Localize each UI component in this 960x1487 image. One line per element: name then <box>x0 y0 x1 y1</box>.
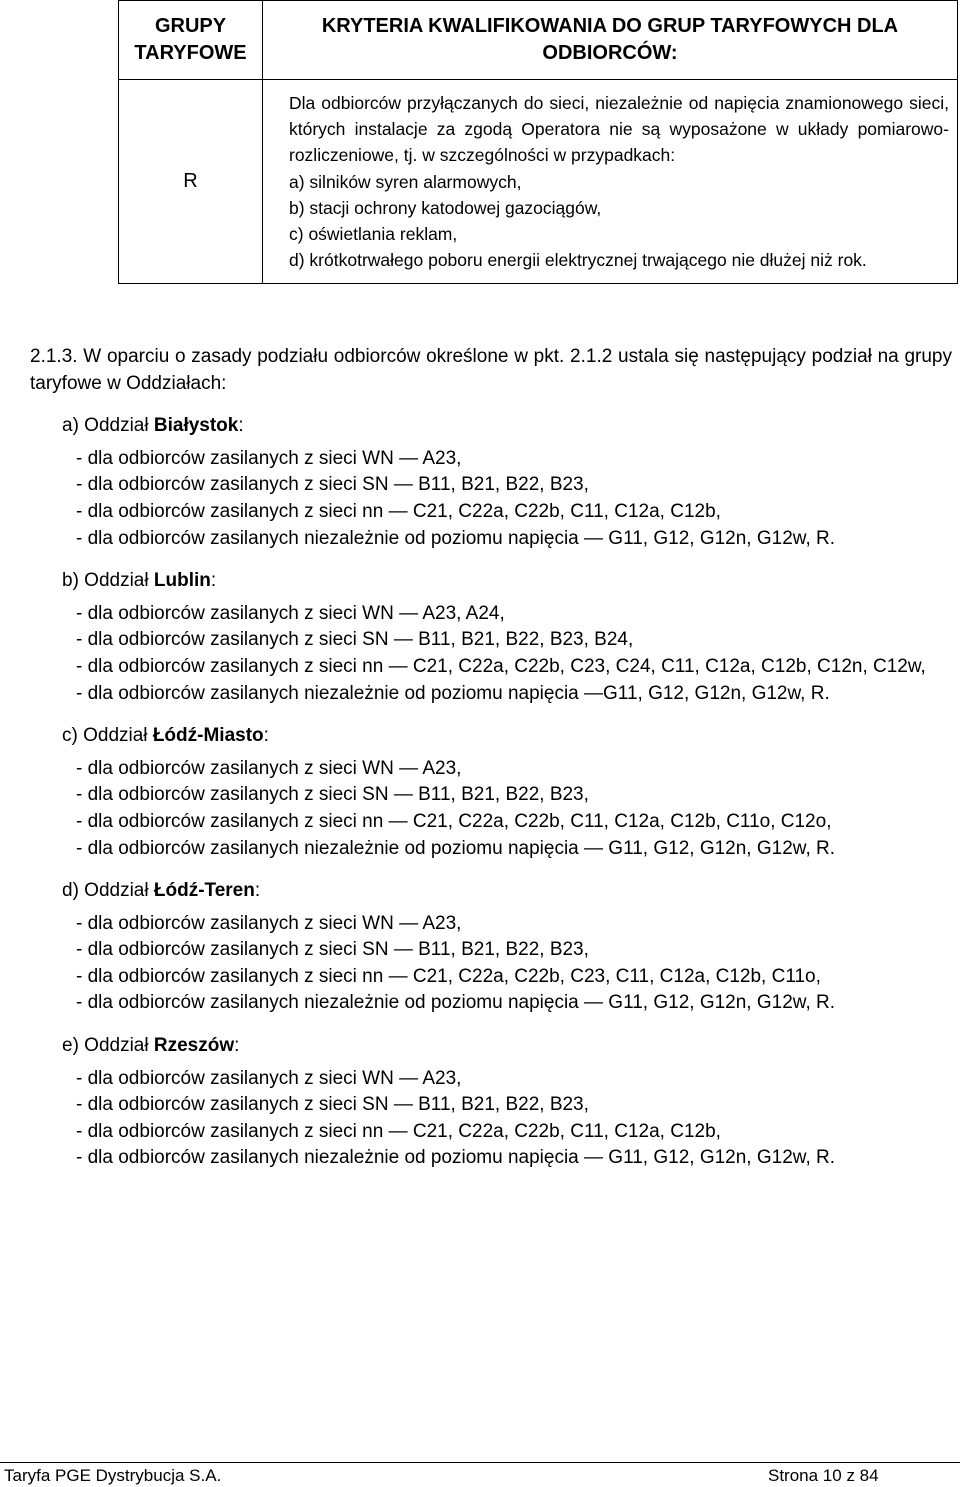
tariff-item: - dla odbiorców zasilanych z sieci nn — C21, C22a, C22b, C11, C12a, C12b, <box>76 500 721 522</box>
tariff-group-code: R <box>119 80 263 284</box>
branch-prefix: e) Oddział <box>62 1035 154 1057</box>
tariff-item: - dla odbiorców zasilanych z sieci WN — A23, <box>76 912 462 934</box>
branch-suffix: : <box>238 415 244 437</box>
branch-suffix: : <box>234 1035 240 1057</box>
footer-title: Taryfa PGE Dystrybucja S.A. <box>4 1466 222 1485</box>
tariff-item: - dla odbiorców zasilanych niezależnie od poziomu napięcia — G11, G12, G12n, G12w, R. <box>76 1147 836 1169</box>
tariff-item: - dla odbiorców zasilanych z sieci SN — B11, B21, B22, B23, B24, <box>76 629 634 651</box>
page-number: Strona 10 z 84 <box>768 1466 879 1485</box>
branch-prefix: c) Oddział <box>62 725 153 747</box>
branch-suffix: : <box>254 880 261 902</box>
tariff-item: - dla odbiorców zasilanych z sieci nn — C21, C22a, C22b, C23, C24, C11, C12a, C12b, C12n, C12w, <box>76 655 926 677</box>
branch-prefix: a) Oddział <box>62 415 154 437</box>
tariff-item: - dla odbiorców zasilanych z sieci SN — B11, B21, B22, B23, <box>76 784 589 806</box>
criteria-list <box>289 169 949 274</box>
tariff-item: - dla odbiorców zasilanych z sieci WN — A23, <box>76 1067 462 1089</box>
tariff-list <box>62 446 952 552</box>
section-intro: 2.1.3. W oparciu o zasady podziału odbiorców określone w pkt. 2.1.2 ustala się następujący podział na grupy taryfowe w Oddziałach: <box>30 346 952 394</box>
branch-section <box>62 878 952 1017</box>
branch-list <box>62 413 952 1172</box>
branch-heading <box>62 878 952 905</box>
tariff-list <box>62 601 952 707</box>
branch-name: Rzeszów <box>153 1035 235 1057</box>
branch-name: Łódź-Miasto <box>152 725 264 747</box>
tariff-list <box>62 911 952 1017</box>
tariff-item: - dla odbiorców zasilanych z sieci nn — C21, C22a, C22b, C23, C11, C12a, C12b, C11o, <box>76 965 821 987</box>
branch-suffix: : <box>210 570 217 592</box>
tariff-item: - dla odbiorców zasilanych z sieci SN — B11, B21, B22, B23, <box>76 939 589 961</box>
branch-heading <box>62 1033 952 1060</box>
page-footer <box>0 1462 960 1485</box>
branch-prefix: d) Oddział <box>62 880 154 902</box>
tariff-item: - dla odbiorców zasilanych z sieci WN — A23, A24, <box>76 602 505 624</box>
tariff-item: - dla odbiorców zasilanych niezależnie od poziomu napięcia — G11, G12, G12n, G12w, R. <box>76 837 836 859</box>
branch-heading <box>62 568 952 595</box>
tariff-item: - dla odbiorców zasilanych z sieci WN — A23, <box>76 447 462 469</box>
branch-heading <box>62 413 952 440</box>
tariff-item: - dla odbiorców zasilanych z sieci nn — C21, C22a, C22b, C11, C12a, C12b, <box>76 1120 721 1142</box>
criteria-item: b) stacji ochrony katodowej gazociągów, <box>289 197 602 218</box>
criteria-item: a) silników syren alarmowych, <box>289 171 522 192</box>
tariff-item: - dla odbiorców zasilanych niezależnie od poziomu napięcia —G11, G12, G12n, G12w, R. <box>76 682 830 704</box>
tariff-list <box>62 1066 952 1172</box>
branch-section <box>62 723 952 862</box>
branch-section <box>62 1033 952 1172</box>
column-header-criteria: KRYTERIA KWALIFIKOWANIA DO GRUP TARYFOWYCH DLA ODBIORCÓW: <box>263 1 958 80</box>
tariff-item: - dla odbiorców zasilanych z sieci SN — B11, B21, B22, B23, <box>76 474 589 496</box>
branch-section <box>62 413 952 552</box>
branch-heading <box>62 723 952 750</box>
branch-name: Łódź-Teren <box>153 880 255 902</box>
criteria-item: c) oświetlania reklam, <box>289 224 458 245</box>
branch-prefix: b) Oddział <box>62 570 154 592</box>
criteria-intro: Dla odbiorców przyłączanych do sieci, niezależnie od napięcia znamionowego sieci, których instalacje za zgodą Operatora nie są wyposażone w układy pomiarowo-rozliczeniowe, tj. w szczególności w przypadkach: <box>289 93 949 166</box>
tariff-item: - dla odbiorców zasilanych z sieci SN — B11, B21, B22, B23, <box>76 1094 589 1116</box>
tariff-item: - dla odbiorców zasilanych niezależnie od poziomu napięcia — G11, G12, G12n, G12w, R. <box>76 527 836 549</box>
branch-name: Lublin <box>153 570 211 592</box>
tariff-item: - dla odbiorców zasilanych z sieci nn — C21, C22a, C22b, C11, C12a, C12b, C11o, C12o, <box>76 810 832 832</box>
criteria-table <box>118 0 958 284</box>
section-content <box>30 344 952 1172</box>
branch-name: Białystok <box>153 415 239 437</box>
tariff-item: - dla odbiorców zasilanych niezależnie od poziomu napięcia — G11, G12, G12n, G12w, R. <box>76 992 836 1014</box>
branch-section <box>62 568 952 707</box>
tariff-list <box>62 756 952 862</box>
criteria-cell <box>263 80 958 284</box>
tariff-item: - dla odbiorców zasilanych z sieci WN — A23, <box>76 757 462 779</box>
branch-suffix: : <box>263 725 269 747</box>
criteria-item: d) krótkotrwałego poboru energii elektrycznej trwającego nie dłużej niż rok. <box>289 250 867 271</box>
column-header-groups: GRUPY TARYFOWE <box>119 1 263 80</box>
